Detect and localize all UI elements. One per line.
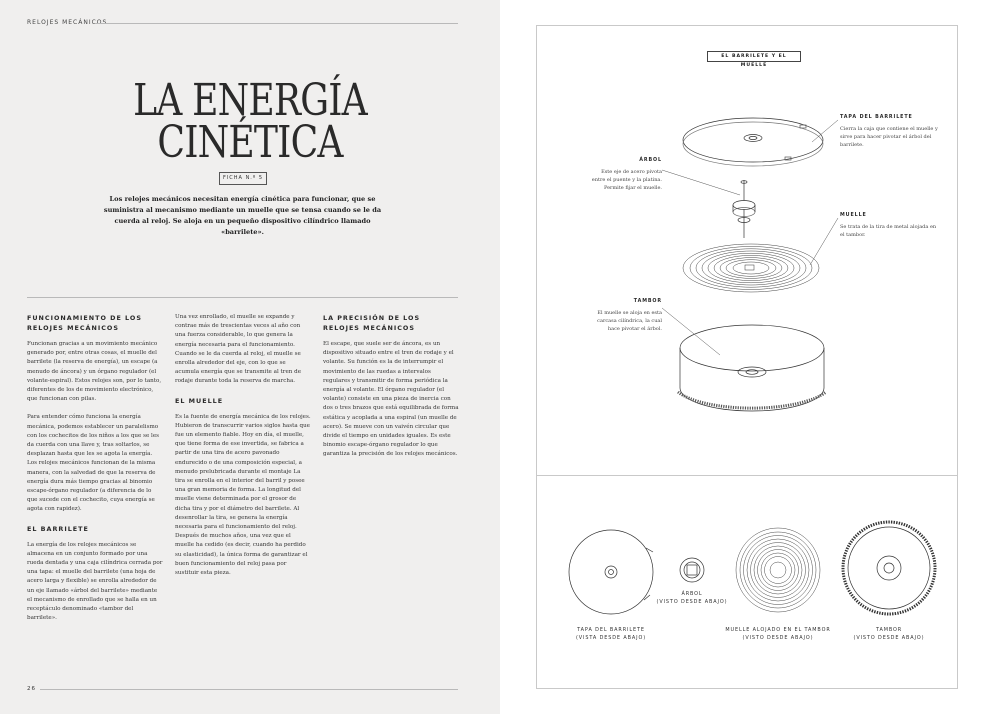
desc-muelle: Se trata de la tira de metal alojada en el tambor. bbox=[840, 224, 937, 238]
tapa-illustration bbox=[683, 118, 823, 166]
paragraph: Una vez enrollado, el muelle se expande y contrae más de trescientas veces al año con una fuerza considerable, lo que genera la energía necesaria para el funcionamiento. Cuando se le da cuerda al reloj, el muelle se enrolla alrededor del eje, con lo que se acumula energía que se transmite al tren de rodaje durante toda la reserva de marcha. bbox=[175, 314, 302, 385]
arbol-bottom-illustration bbox=[680, 558, 704, 582]
column-2 bbox=[175, 313, 311, 587]
muelle-bottom-illustration bbox=[736, 528, 820, 612]
caption-tapa: TAPA DEL BARRILETE (VISTA DESDE ABAJO) bbox=[575, 627, 647, 641]
caption-tambor: TAMBOR (VISTO DESDE ABAJO) bbox=[853, 627, 925, 641]
tambor-bottom-illustration bbox=[843, 522, 935, 614]
heading-funcionamiento: FUNCIONAMIENTO DE LOS RELOJES MECÁNICOS bbox=[27, 314, 142, 332]
paragraph: El escape, que suele ser de áncora, es un dispositivo situado entre el tren de rodaje y el volante. Su función es la de interrumpir el movimiento de las ruedas a intervalos regulares y transmitir de forma periódica la energía al volante. El órgano regulador (el volante) consiste en una pieza de inercia con dos o tres brazos que está equilibrada de forma estática y acoplada a una espiral (un muelle de acero). Se mueve con un vaivén circular que divide el tiempo en unidades iguales. Es este binomio escape-órgano regulador lo que garantiza la precisión de los relojes mecánicos. bbox=[323, 341, 459, 458]
footer-rule bbox=[40, 689, 458, 690]
title-line-1: LA ENERGÍA bbox=[133, 75, 367, 126]
diagram-title: EL BARRILETE Y EL MUELLE bbox=[707, 51, 801, 62]
heading-muelle: EL MUELLE bbox=[175, 396, 224, 405]
desc-tapa: Cierra la caja que contiene el muelle y sirve para hacer pivotar el árbol del barrilete. bbox=[840, 126, 938, 148]
muelle-illustration bbox=[683, 244, 819, 292]
exploded-diagram bbox=[500, 0, 995, 714]
paragraph: La energía de los relojes mecánicos se almacena en un conjunto formado por una rueda dentada y una caja cilíndrica cerrada por una tapa: el muelle del barrilete (una hoja de acero larga y flexible) se enrolla alrededor de un eje llamado «árbol del barrilete» mediante el mecanismo de enrollado que se halla en un receptáculo denominado «tambor del barrilete». bbox=[27, 541, 163, 622]
title-line-2: CINÉTICA bbox=[157, 117, 343, 168]
paragraph: Es la fuente de energía mecánica de los relojes. Hubieron de transcurrir varios siglos hasta que fue un elemento fiable. Hoy en día, el muelle, que tiene forma de ese invertida, se fabrica a partir de una tira de acero pavonado endurecido o de una composición especial, a menudo prelubricada durante el montaje La tira se enrolla en el interior del barril y posee una gran memoria de forma. La longitud del muelle viene determinada por el grosor de dicha tira y por el diámetro del barrilete. Al desenrollar la tira, se genera la energía necesaria para el funcionamiento del reloj. Después de muchos años, una vez que el muelle ha cedido (es decir, cuando ha perdido su elasticidad), la única forma de garantizar el buen funcionamiento del reloj pasa por sustituir esta pieza. bbox=[175, 413, 311, 577]
column-3 bbox=[323, 313, 459, 469]
paragraph: Funcionan gracias a un movimiento mecánico generado por, entre otras cosas, el muelle del barrilete (la reserva de energía), un escape (a menudo de áncora) y un órgano regulador (el volante-espiral). Estos relojes son, por lo tanto, diferentes de los de movimiento electrónico, que funcionan con pilas. bbox=[27, 341, 162, 403]
desc-tambor: El muelle se aloja en esta carcasa cilíndrica, la cual hace pivotar el árbol. bbox=[597, 310, 662, 332]
running-header: RELOJES MECÁNICOS bbox=[27, 19, 108, 26]
header-rule bbox=[96, 23, 458, 24]
ficha-badge: FICHA N.º 5 bbox=[219, 172, 267, 185]
caption-arbol: ÁRBOL (VISTO DESDE ABAJO) bbox=[656, 591, 728, 605]
tambor-illustration bbox=[678, 325, 826, 411]
paragraph: Para entender cómo funciona la energía mecánica, podemos establecer un paralelismo con los cochecitos de los niños a los que se les da cuerda con una llave y, tras soltarlos, se desplazan hasta que les se agota la energía. Los relojes mecánicos funcionan de la misma manera, con la salvedad de que la reserva de energía dura más tiempo gracias al binomio escape-órgano regulador (a diferencia de lo que sucede con el cochecito, cuya energía se agota con rapidez). bbox=[27, 414, 160, 513]
section-rule bbox=[27, 297, 458, 298]
heading-barrilete: EL BARRILETE bbox=[27, 524, 89, 533]
page-title bbox=[127, 75, 373, 168]
desc-arbol: Este eje de acero pivota entre el puente y la platina. Permite fijar el muelle. bbox=[591, 169, 662, 191]
intro-paragraph: Los relojes mecánicos necesitan energía cinética para funcionar, que se suministra al mecanismo mediante un muelle que se tensa cuando se le da cuerda al reloj. Se aloja en un pequeño dispositivo cilíndrico llamado «barrilete». bbox=[103, 195, 382, 236]
right-page bbox=[500, 0, 995, 714]
page-number: 26 bbox=[27, 686, 36, 692]
label-tambor: TAMBOR bbox=[633, 299, 662, 304]
label-muelle: MUELLE bbox=[840, 213, 867, 218]
heading-precision: LA PRECISIÓN DE LOS RELOJES MECÁNICOS bbox=[323, 314, 421, 332]
label-tapa: TAPA DEL BARRILETE bbox=[840, 115, 913, 120]
column-1 bbox=[27, 313, 163, 632]
arbol-illustration bbox=[733, 180, 755, 238]
caption-muelle: MUELLE ALOJADO EN EL TAMBOR (VISTO DESDE ABAJO) bbox=[725, 627, 831, 641]
label-arbol: ÁRBOL bbox=[639, 158, 662, 163]
